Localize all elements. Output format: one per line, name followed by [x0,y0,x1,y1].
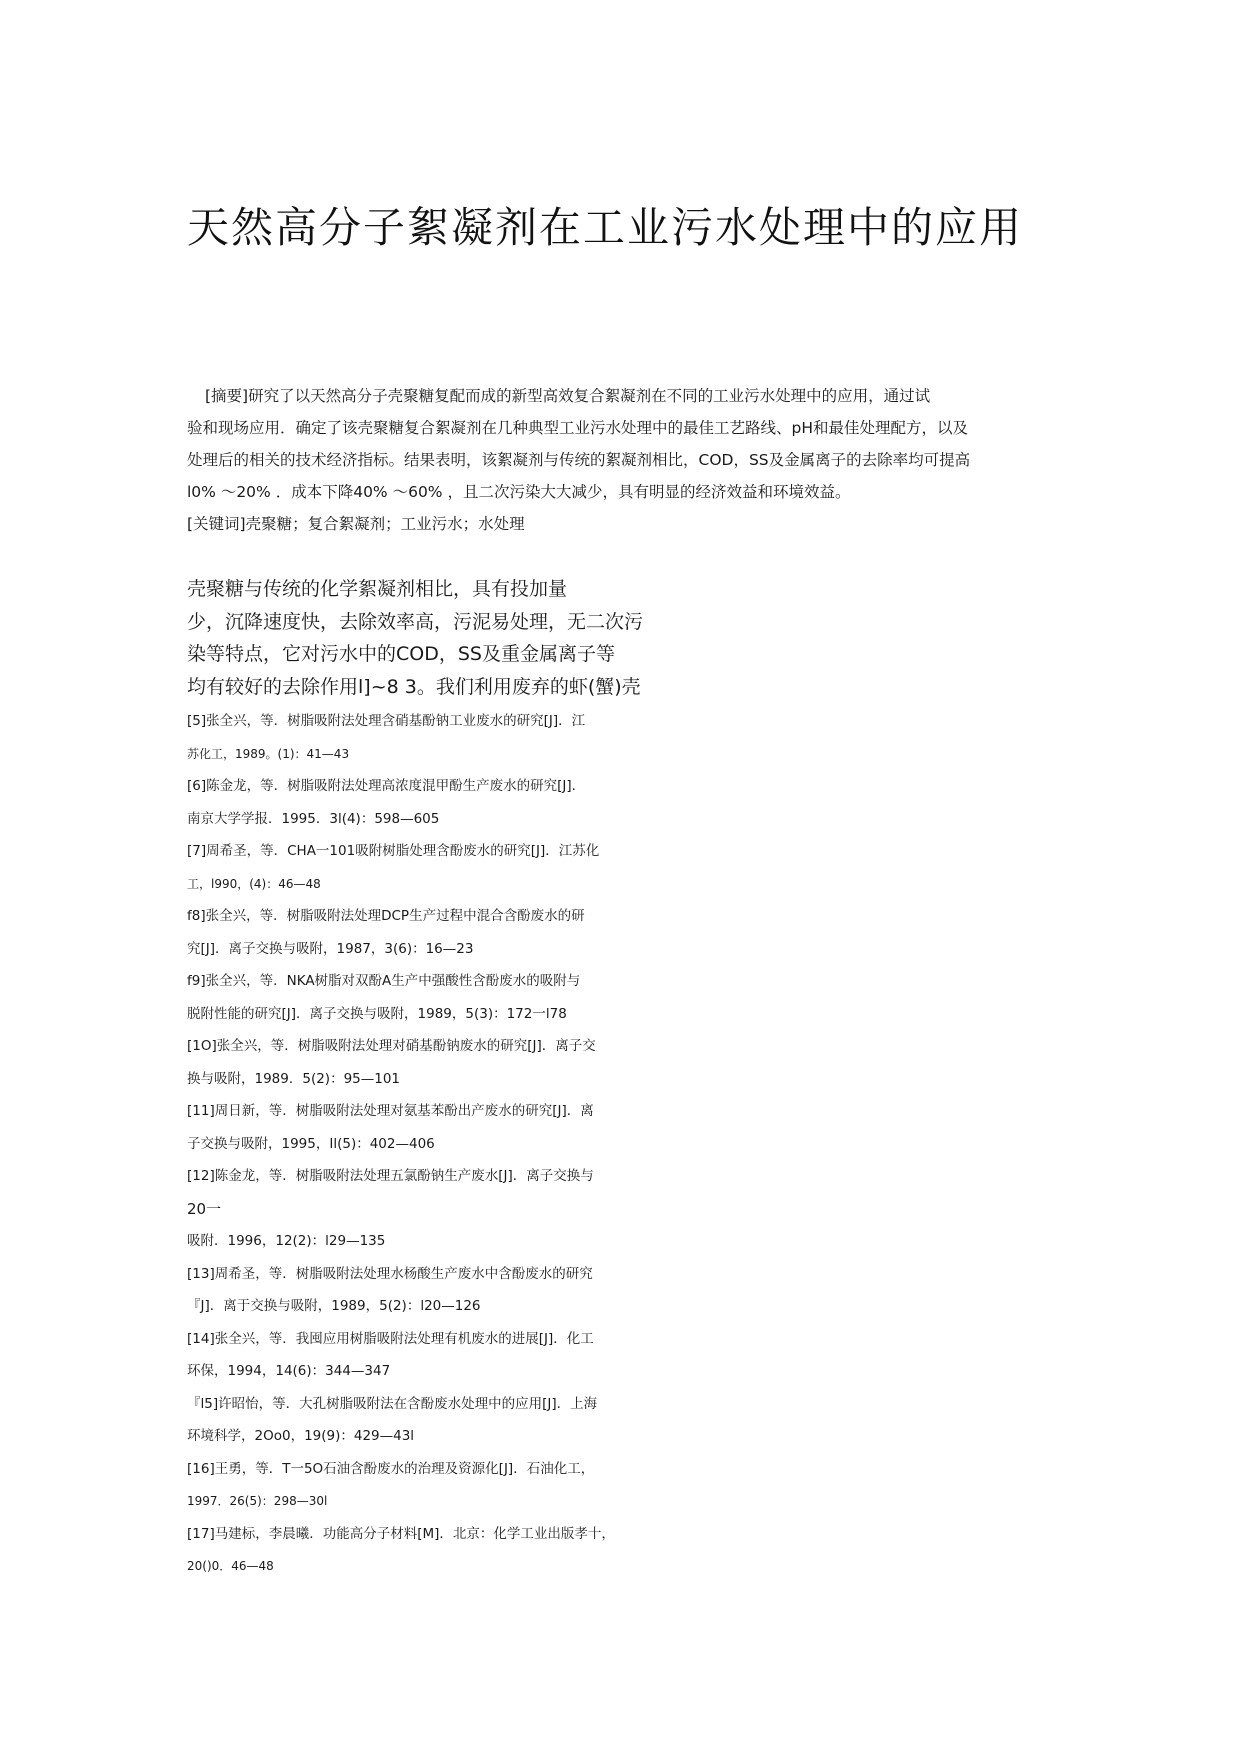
intro-line: 染等特点，它对污水中的COD，SS及重金属离子等 [187,643,615,665]
page-number: 20一 [187,1199,222,1218]
abstract-line: l0% ～20% ．成本下降40% ～60% ，且二次污染大大减少，具有明显的经济效益和环境效益。 [187,483,851,501]
abstract-section [187,380,987,540]
reference-line: 吸附．1996，12(2)：l29—135 [187,1233,386,1249]
intro-line: 少，沉降速度快，去除效率高，污泥易处理，无二次污 [187,610,644,633]
reference-line: 苏化工，1989。(1)：41—43 [187,746,350,761]
reference-line: 究[J]．离子交换与吸附，1987，3(6)：16—23 [187,940,474,957]
reference-line: [1O]张全兴，等．树脂吸附法处理对硝基酚钠废水的研究[J]．离子交 [187,1038,596,1054]
reference-line: 20()0．46—48 [187,1559,274,1573]
intro-line: 均有较好的去除作用l]~8 3。我们利用废弃的虾(蟹)壳 [187,675,641,698]
reference-line: [7]周希圣，等．CHA一101吸附树脂处理含酚废水的研究[J]．江苏化 [187,843,600,859]
reference-line: 换与吸附，1989．5(2)：95—101 [187,1070,401,1087]
reference-line: 环境科学，2Oo0，19(9)：429—43l [187,1428,415,1444]
reference-line: 工，l990，(4)：46—48 [187,876,321,891]
page-title: 天然高分子絮凝剂在工业污水处理中的应用 [187,203,1024,252]
reference-line: [14]张全兴，等．我囤应用树脂吸附法处理有机废水的进展[J]．化工 [187,1330,594,1347]
keywords-line: [关键词]壳聚糖；复合絮凝剂；工业污水；水处理 [187,515,525,533]
reference-line: [12]陈金龙，等．树脂吸附法处理五氯酚钠生产废水[J]．离子交换与 [187,1168,594,1184]
abstract-line: 处理后的相关的技术经济指标。结果表明，该絮凝剂与传统的絮凝剂相比，COD，SS及金属离子的去除率均可提高 [187,451,971,469]
reference-line: [5]张全兴，等．树脂吸附法处理含硝基酚钠工业废水的研究[J]．江 [187,713,586,729]
reference-line: 环保，1994，14(6)：344—347 [187,1363,391,1379]
reference-line: [16]王勇，等．T一5O石油含酚废水的治理及资源化[J]．石油化工， [187,1460,595,1477]
reference-line: [13]周希圣，等．树脂吸附法处理水杨酸生产废水中含酚废水的研究 [187,1265,593,1282]
reference-line: 南京大学学报．1995．3l(4)：598—605 [187,810,440,827]
reference-line: 『l5]许昭怡，等．大孔树脂吸附法在含酚废水处理中的应用[J]．上海 [187,1395,598,1412]
references-list [187,705,707,1583]
reference-line: 脱附性能的研究[J]．离子交换与吸附，1989，5(3)：172一l78 [187,1005,567,1022]
intro-paragraph [187,573,687,703]
reference-line: 1997．26(5)：298—30l [187,1494,328,1508]
reference-line: [11]周日新，等．树脂吸附法处理对氨基苯酚出产废水的研究[J]．离 [187,1103,594,1119]
abstract-line: [摘要]研究了以天然高分子壳聚糖复配而成的新型高效复合絮凝剂在不同的工业污水处理中的应用，通过试 [205,387,931,405]
reference-line: f9]张全兴，等．NKA树脂对双酚A生产中强酸性含酚废水的吸附与 [187,973,581,989]
reference-line: [17]马建标，李晨曦．功能高分子材料[M]．北京：化学工业出版孝十， [187,1525,615,1542]
reference-line: 子交换与吸附，1995，Il(5)：402—406 [187,1135,435,1152]
intro-line: 壳聚糖与传统的化学絮凝剂相比，具有投加量 [187,578,568,600]
abstract-line: 验和现场应用．确定了该壳聚糖复合絮凝剂在几种典型工业污水处理中的最佳工艺路线、pH和最佳处理配方，以及 [187,419,968,437]
reference-line: f8]张全兴，等．树脂吸附法处理DCP生产过程中混合含酚废水的研 [187,908,585,924]
reference-line: 『J]．离于交换与吸附，1989，5(2)：l20—126 [187,1298,481,1314]
reference-line: [6]陈金龙，等．树脂吸附法处理高浓度混甲酚生产废水的研究[J]． [187,778,586,794]
